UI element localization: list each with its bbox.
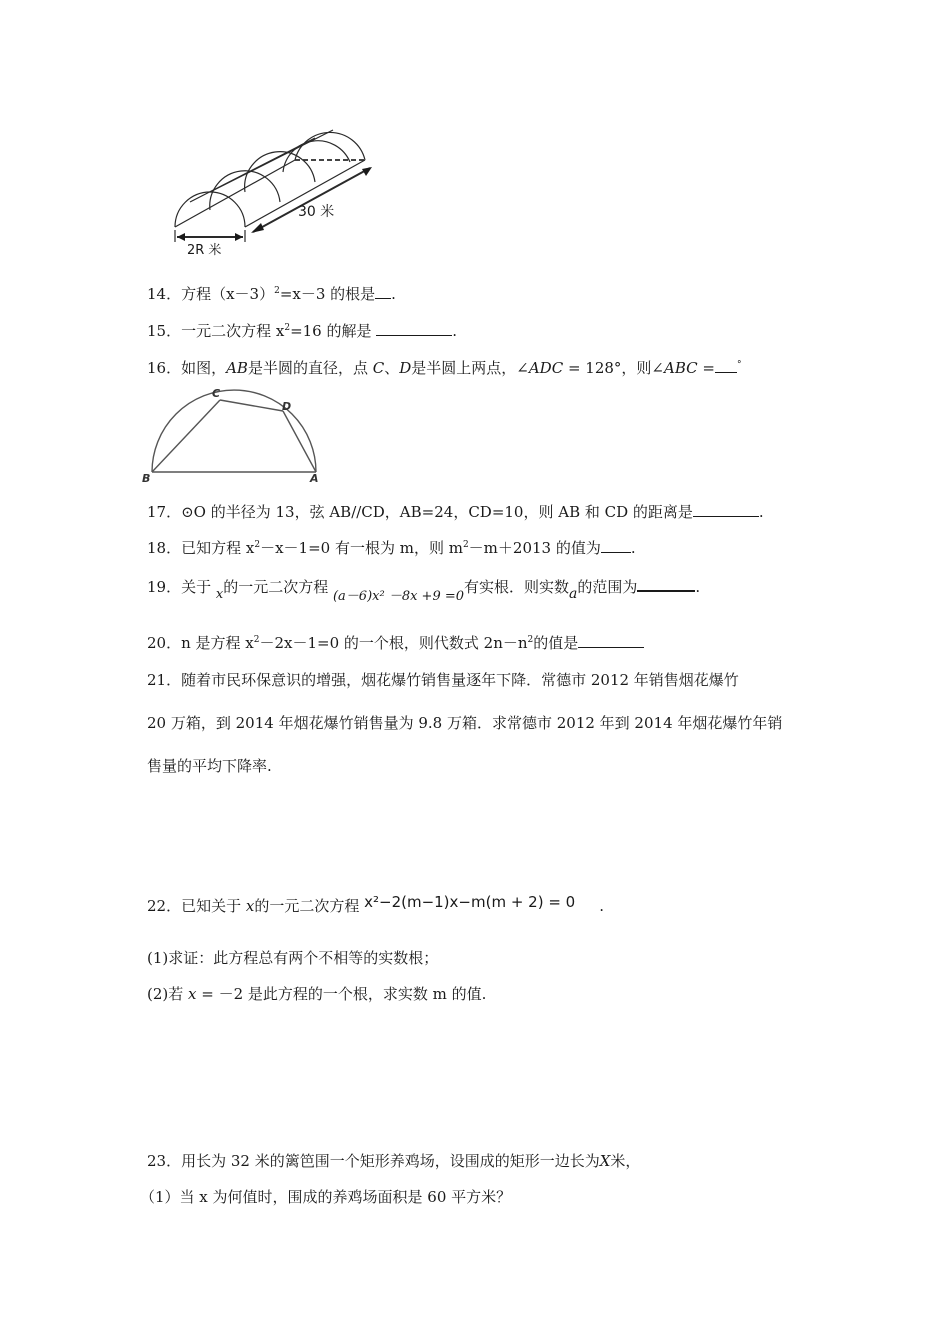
q16-text: 是半圆的直径，点 [247,359,373,377]
q16-text: 16．如图， [147,359,227,377]
q18-text: －m＋2013 的值为 [468,539,601,557]
q16-text: = [697,359,715,377]
q22-text: 的一元二次方程 [254,897,365,915]
q16-text: 、 [384,359,400,377]
q15-text: . [452,322,458,340]
q22-text: = －2 是此方程的一个根，求实数 m 的值. [196,985,487,1003]
label-b: B [142,472,151,485]
question-23 [147,1151,640,1171]
semicircle-figure [140,386,330,486]
q16-var: ABC [664,359,698,377]
q19-text: 19．关于 [147,578,216,596]
q16-var: C [372,359,385,377]
q19-text: . [695,578,701,596]
q16-answer-blank[interactable] [715,358,737,373]
q14-text: . [391,285,396,303]
q23-text: 米， [610,1152,641,1170]
q15-text: 15．一元二次方程 x [147,322,285,340]
q14-answer-blank[interactable] [375,284,391,299]
q22-equation: x²−2(m−1)x−m(m + 2) = 0 [364,893,576,911]
question-21-line-3: 售量的平均下降率. [147,757,272,775]
label-c: C [212,387,221,400]
width-label: 2R 米 [187,243,222,258]
question-22-part-2 [147,984,486,1004]
q19-var: a [569,586,578,602]
q23-text: 23．用长为 32 米的篱笆围一个矩形养鸡场，设围成的矩形一边长为 [147,1152,600,1170]
q14-text: 14．方程（x－3） [147,285,275,303]
q14-exponent: 2 [274,286,280,296]
question-16 [147,358,741,378]
question-22 [147,893,604,916]
q20-text: －2x－1=0 的一个根，则代数式 2n－n [259,634,528,652]
q16-var: ADC [528,359,564,377]
q20-exponent: 2 [253,635,260,645]
q19-text: 的一元二次方程 [223,578,333,596]
q22-text: . [599,897,604,915]
q14-text: =x－3 的根是 [279,285,376,303]
q18-text: . [630,539,636,557]
q18-exponent: 2 [462,540,469,550]
q22-text: (2)若 [147,985,189,1003]
label-d: D [282,400,292,413]
q16-var: D [399,359,412,377]
q22-text: 22．已知关于 [147,897,246,915]
question-14 [147,284,396,304]
q16-var: AB [226,359,248,377]
length-label: 30 米 [298,204,335,220]
q15-exponent: 2 [284,323,291,333]
q15-text: =16 的解是 [290,322,377,340]
q16-text: = 128°，则∠ [563,359,664,377]
q22-var: x [245,897,255,915]
q19-text: 有实根．则实数 [464,578,570,596]
question-15 [147,321,457,341]
q16-text: 是半圆上两点，∠ [411,359,529,377]
q19-equation: (a－6)x² －8x +9 =0 [332,589,465,604]
q18-answer-blank[interactable] [601,538,631,553]
q22-var: x [188,985,197,1003]
q20-exponent: 2 [527,635,534,645]
q17-text: 17．⊙O 的半径为 13，弦 AB//CD，AB=24，CD=10，则 AB 和 CD 的距离是 [147,503,693,521]
question-22-part-1: (1)求证：此方程总有两个不相等的实数根； [147,949,439,967]
greenhouse-figure [165,120,385,260]
question-18 [147,538,636,558]
q20-text: 20．n 是方程 x [147,634,254,652]
question-17 [147,502,764,522]
q17-text: . [758,503,764,521]
q15-answer-blank[interactable] [376,321,452,336]
q19-text: 的范围为 [577,578,638,596]
question-21-line-2: 20 万箱，到 2014 年烟花爆竹销售量为 9.8 万箱．求常德市 2012 年到 2014 年烟花爆竹年销 [147,714,783,732]
q20-text: 的值是 [533,634,579,652]
q20-answer-blank[interactable] [578,633,644,648]
question-19 [147,574,700,602]
q23-var: X [599,1152,611,1170]
q18-text: 18．已知方程 x [147,539,255,557]
q16-degree: ° [736,360,742,370]
q18-text: －x－1=0 有一根为 m，则 m [260,539,463,557]
label-a: A [310,472,319,485]
question-23-part-1: （1）当 x 为何值时，围成的养鸡场面积是 60 平方米？ [140,1188,512,1206]
question-20 [147,633,644,653]
q19-answer-blank[interactable] [637,576,695,592]
question-21-line-1: 21．随着市民环保意识的增强，烟花爆竹销售量逐年下降．常德市 2012 年销售烟花爆竹 [147,671,739,689]
q17-answer-blank[interactable] [693,502,759,517]
q18-exponent: 2 [254,540,261,550]
q19-var: x [215,587,224,602]
